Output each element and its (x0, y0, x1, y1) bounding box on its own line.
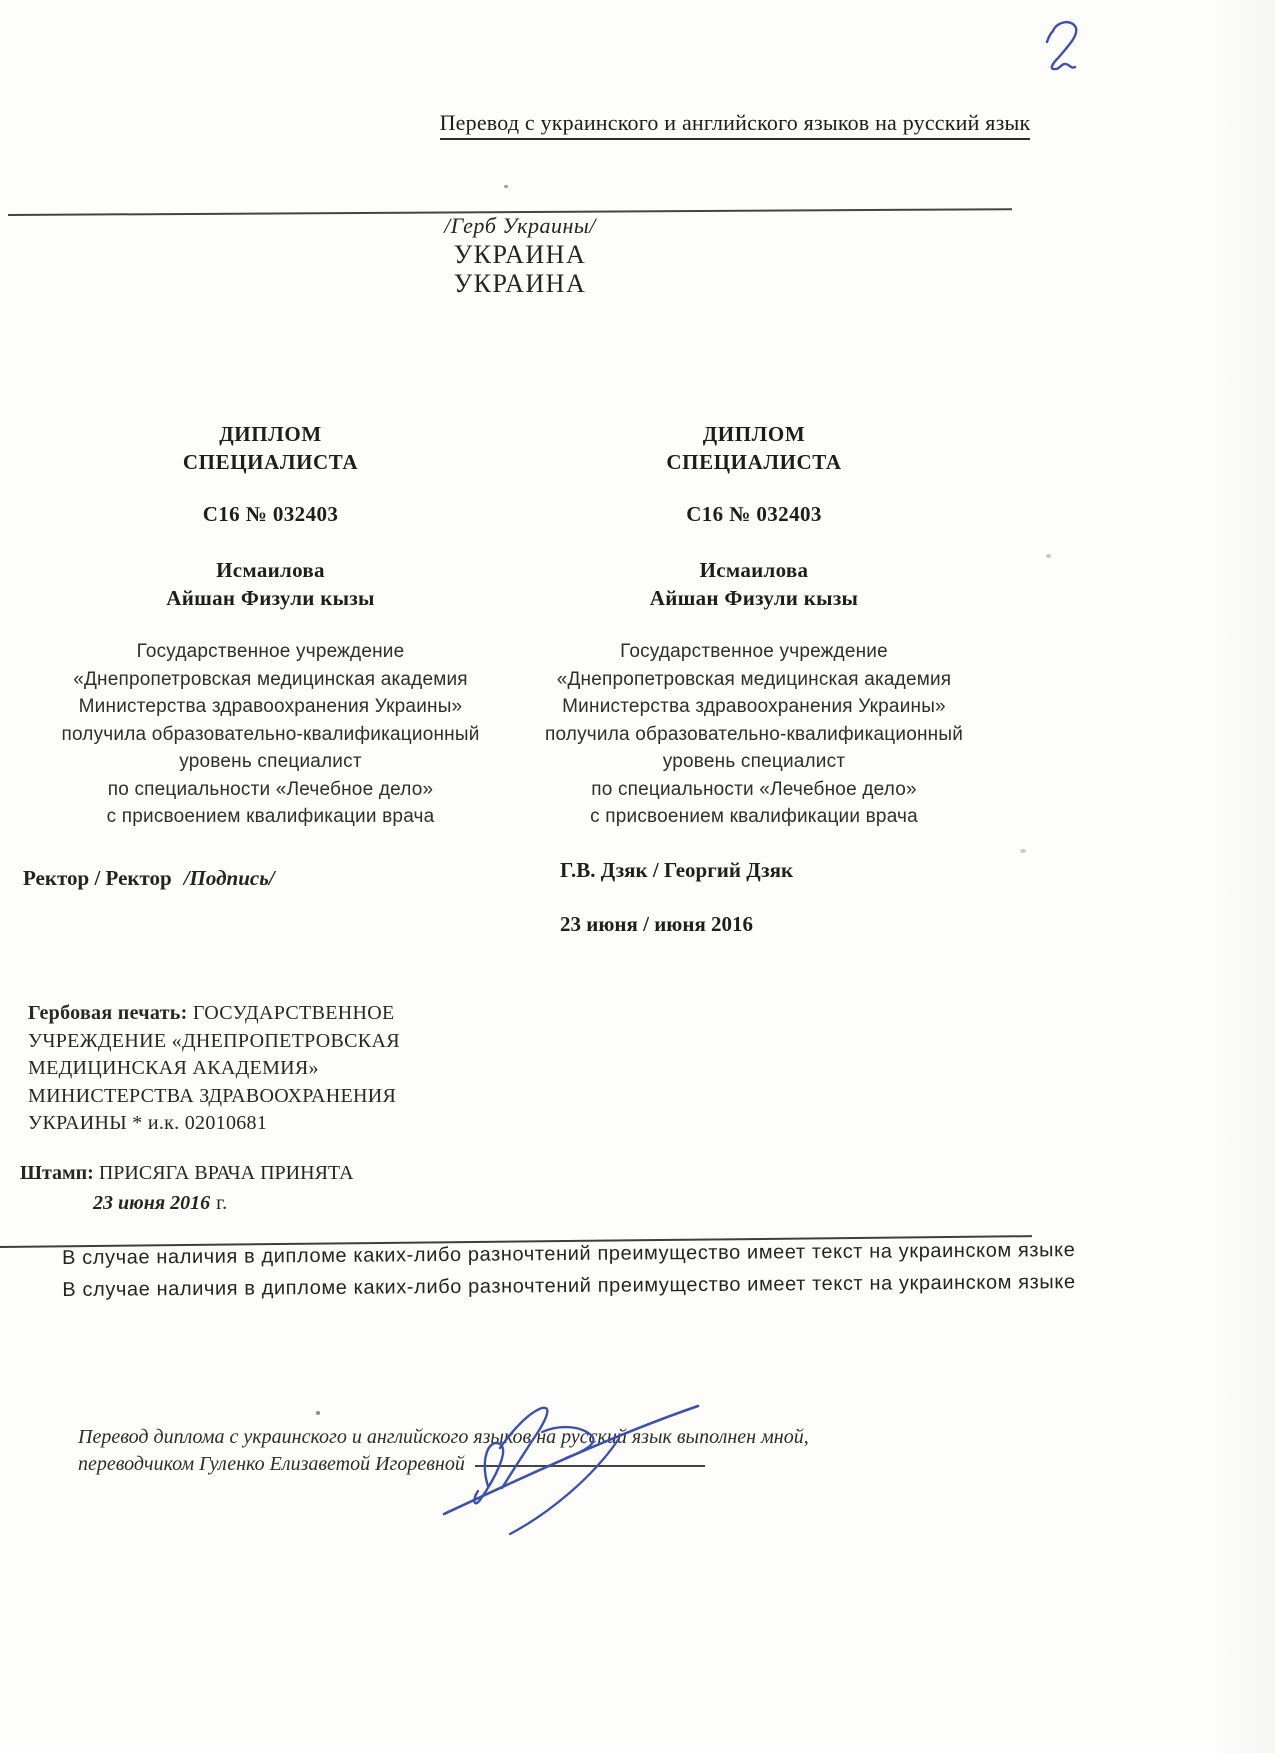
seal-text: ГОСУДАРСТВЕННОЕ (192, 1002, 395, 1024)
stamp-date-line (93, 1188, 354, 1218)
diploma-body-line: получила образовательно-квалификационный (61, 723, 480, 745)
emblem-block (220, 211, 820, 298)
handwritten-page-number (1042, 16, 1086, 74)
handwritten-signature (430, 1386, 716, 1542)
emblem-note: /Герб Украины/ (444, 213, 596, 238)
rector-signature-line (23, 866, 275, 891)
diploma-title-line: СПЕЦИАЛИСТА (666, 450, 842, 474)
diploma-body-line: «Днепропетровская медицинская академия (556, 668, 952, 690)
graduate-name-line: Айшан Физули кызы (649, 586, 859, 610)
stamp-text: ПРИСЯГА ВРАЧА ПРИНЯТА (98, 1162, 354, 1184)
diploma-body (45, 638, 496, 831)
seal-label: Гербовая печать: (28, 1002, 193, 1024)
graduate-name-line: Исмаилова (699, 558, 809, 582)
graduate-name (45, 556, 496, 612)
stamp-date: 23 июня 2016 (93, 1192, 211, 1214)
diploma-column-left (0, 420, 496, 831)
scan-speck (316, 1411, 320, 1415)
diploma-body-line: «Днепропетровская медицинская академия (73, 668, 468, 690)
diploma-body-line: уровень специалист (179, 751, 362, 772)
issue-date-line: 23 июня / июня 2016 (560, 912, 754, 936)
diploma-body-line: по специальности «Лечебное дело» (591, 778, 917, 800)
country-name-line: УКРАИНА (453, 240, 587, 269)
translation-header (428, 110, 1042, 140)
translation-header-text: Перевод с украинского и английского языков на русский язык (440, 110, 1031, 140)
scan-speck (1020, 849, 1026, 853)
discrepancy-note-line: В случае наличия в дипломе каких-либо разночтений преимущество имеет текст на украинском языке (62, 1239, 1076, 1269)
translator-statement-line: Перевод диплома с украинского и английского языков на русский язык выполнен мной, (78, 1426, 809, 1448)
seal-description (28, 1000, 508, 1138)
scan-speck (1046, 554, 1051, 558)
graduate-name (496, 556, 1012, 612)
discrepancy-note-line: В случае наличия в дипломе каких-либо разночтений преимущество имеет текст на украинском языке (62, 1270, 1076, 1301)
seal-line: МИНИСТЕРСТВА ЗДРАВООХРАНЕНИЯ (28, 1084, 397, 1107)
graduate-name-line: Исмаилова (216, 558, 325, 582)
diploma-title-line: СПЕЦИАЛИСТА (182, 450, 359, 474)
graduate-name-line: Айшан Физули кызы (166, 586, 375, 610)
rector-label: Ректор / Ректор (23, 866, 172, 890)
stamp-line (20, 1158, 354, 1188)
diploma-body-line: по специальности «Лечебное дело» (107, 778, 434, 800)
diploma-body-line: Государственное учреждение (620, 641, 888, 662)
diploma-serial-number: С16 № 032403 (202, 502, 339, 526)
stamp-date-suffix: г. (216, 1192, 228, 1214)
seal-line: УЧРЕЖДЕНИЕ «ДНЕПРОПЕТРОВСКАЯ (28, 1029, 400, 1052)
diploma-column-right (496, 420, 1012, 831)
signature-placeholder-note: /Подпись/ (183, 866, 275, 890)
scan-speck (504, 185, 508, 188)
diploma-body (496, 638, 1012, 831)
diploma-title-line: ДИПЛОМ (219, 422, 322, 446)
diploma-body-line: Государственное учреждение (136, 641, 405, 662)
diploma-body-line: уровень специалист (662, 751, 846, 772)
stamp-label: Штамп: (20, 1162, 99, 1184)
signer-name-line: Г.В. Дзяк / Георгий Дзяк (560, 858, 794, 882)
diploma-title-line: ДИПЛОМ (702, 422, 806, 446)
diploma-body-line: с присвоением квалификации врача (590, 806, 918, 827)
diploma-title (496, 420, 1012, 476)
diploma-columns (0, 420, 1012, 831)
diploma-serial-number: С16 № 032403 (686, 502, 822, 526)
country-name-line: УКРАИНА (453, 269, 587, 298)
discrepancy-note (62, 1234, 1202, 1306)
seal-line: УКРАИНЫ * и.к. 02010681 (28, 1112, 268, 1134)
diploma-body-line: с присвоением квалификации врача (106, 806, 435, 827)
diploma-body-line: Министерства здравоохранения Украины» (562, 696, 946, 717)
seal-line: МЕДИЦИНСКАЯ АКАДЕМИЯ» (28, 1057, 319, 1079)
stamp-description (20, 1158, 354, 1218)
diploma-title (45, 420, 496, 476)
seal-line (28, 1000, 508, 1028)
translator-name-text: переводчиком Гуленко Елизаветой Игоревной (78, 1453, 465, 1475)
diploma-body-line: Министерства здравоохранения Украины» (78, 696, 463, 717)
diploma-body-line: получила образовательно-квалификационный (544, 723, 964, 745)
